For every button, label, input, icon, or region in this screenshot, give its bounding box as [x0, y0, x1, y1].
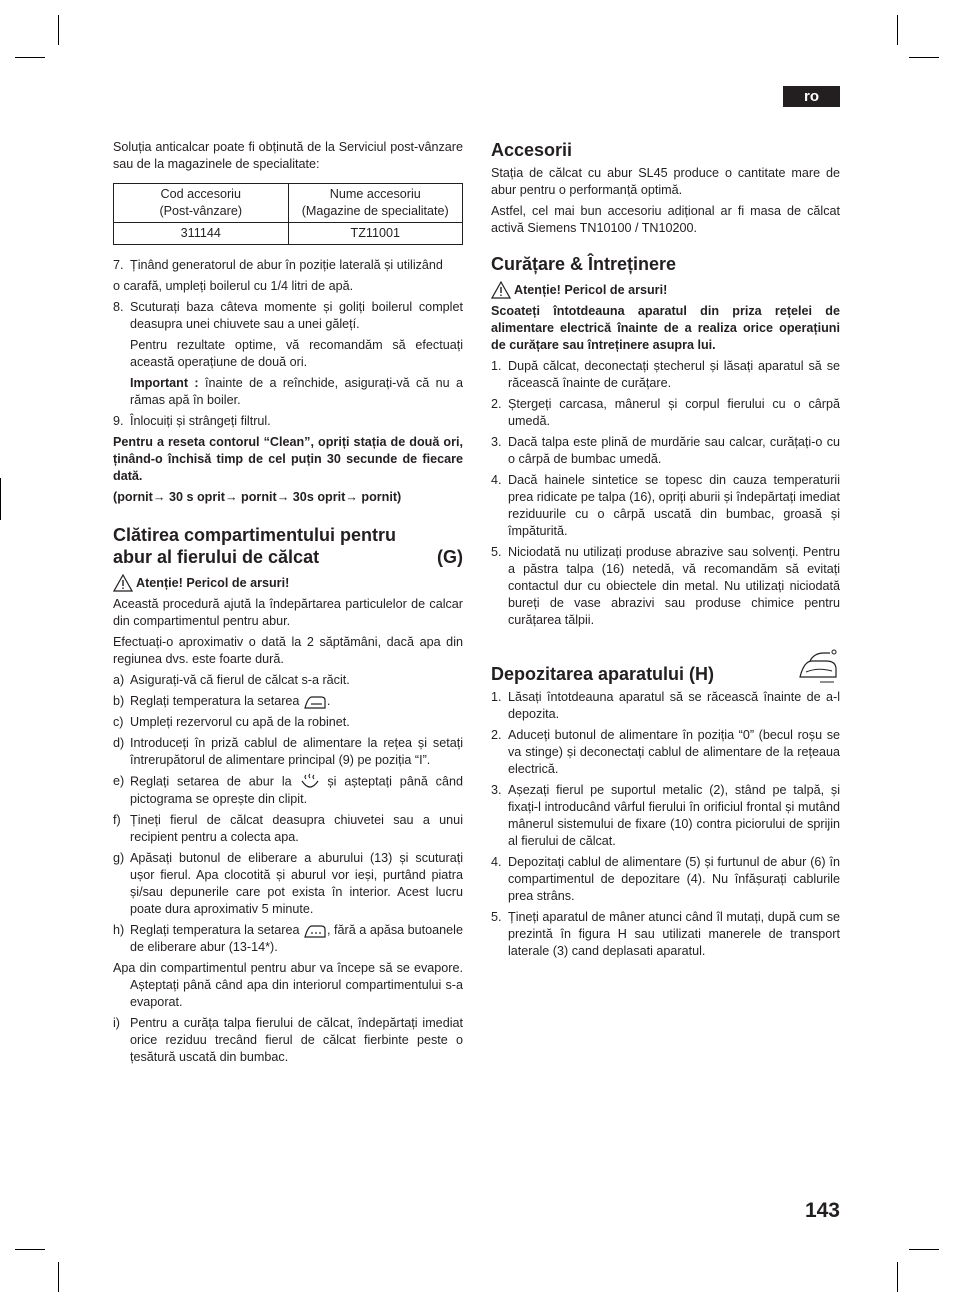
- list-item: 5. Țineți aparatul de mâner atunci când îl mutați, după cum se prezintă în figura H sau utilizati manerele de transport laterale (3) cand deplasati aparatul.: [491, 910, 840, 958]
- list-item: 1. Lăsați întotdeauna aparatul să se răcească înainte de a-l depozita.: [491, 690, 840, 721]
- list-item: 5. Niciodată nu utilizați produse abrazive sau solvenți. Pentru a păstra talpa (16) netedă, vă recomandăm să evitați contactul dur cu obiectele din metal. Nu utilizați niciodată bureți de vase abrazivi sau produse chimice pentru curățarea tălpii.: [491, 545, 840, 627]
- cleaning-burn-warning: Atenție! Pericol de arsuri!: [491, 281, 840, 299]
- rinsing-step-e: e) Reglați setarea de abur la și așteptați până când pictograma se oprește din clipit.: [113, 774, 463, 806]
- warning-triangle-icon: [113, 574, 133, 592]
- section-title-accessories: Accesorii: [491, 140, 573, 160]
- list-item: 3. Așezați fierul pe suportul metalic (2), stând pe talpă, și fixați-l introducând vârful fierului în orificiul frontal și mutând mânerul sistemului de fixare (10) contra piciorului de sprijin al fierului de călcat.: [491, 783, 840, 848]
- crop-mark: [58, 15, 59, 45]
- page-number: 143: [804, 1199, 840, 1222]
- accessory-table: [113, 183, 463, 245]
- language-badge: ro: [783, 86, 840, 107]
- rinsing-intro: Această procedură ajută la îndepărtarea particulelor de calcar din compartimentul pentru abur.: [113, 597, 463, 628]
- table-cell-name: TZ11001: [288, 223, 463, 245]
- step-8-important: Important : înainte de a reînchide, asigurați-vă că nu a rămas apă în boiler.: [130, 376, 463, 407]
- crop-mark: [897, 1262, 898, 1292]
- section-title-storage: Depozitarea aparatului (H): [491, 664, 715, 684]
- cleaning-list: [491, 358, 840, 629]
- crop-mark: [15, 1249, 45, 1250]
- rinsing-step-c: c) Umpleți rezervorul cu apă de la robinet.: [113, 715, 350, 729]
- crop-mark: [909, 1249, 939, 1250]
- list-item: 1. După călcat, deconectați ștecherul și lăsați aparatul să se răcească înainte de curățare.: [491, 359, 840, 390]
- crop-mark: [15, 57, 45, 58]
- rinsing-step-f: f) Țineți fierul de călcat deasupra chiuvetei sau a unui recipient pentru a colecta apa.: [113, 813, 463, 844]
- step-7-continued: o carafă, umpleți boilerul cu 1/4 litri de apă.: [113, 279, 354, 293]
- intro-text: Soluția anticalcar poate fi obținută de la Serviciul post-vânzare sau de la magazinele de specialitate:: [113, 140, 463, 171]
- list-item: 4. Depozitați cablul de alimentare (5) și furtunul de abur (6) în compartimentul de depozitare (4). Nu înfășurați cablurile prea strâns.: [491, 855, 840, 903]
- step-8-note: Pentru rezultate optime, vă recomandăm să efectuați această operațiune de două ori.: [130, 338, 463, 369]
- rinsing-step-d: d) Introduceți în priză cablul de alimentare la rețea și setați întrerupătorul de alimentare principal (9) pe poziția “I”.: [113, 736, 463, 767]
- rinsing-step-b: b) Reglați temperatura la setarea .: [113, 694, 331, 708]
- right-column: [491, 139, 840, 964]
- left-column: [113, 139, 463, 1070]
- registration-mark: [0, 478, 1, 520]
- storage-header: [491, 653, 840, 685]
- table-header-code: Cod accesoriu (Post-vânzare): [114, 184, 289, 223]
- rinsing-step-h: h) Reglați temperatura la setarea , fără a apăsa butoanele de eliberare abur (13-14*).: [113, 923, 463, 954]
- step-9: 9. Înlocuiți și strângeți filtrul.: [113, 414, 271, 428]
- iron-steam-max-icon: [303, 923, 327, 939]
- step-7: 7. Ținând generatorul de abur în poziție laterală și utilizând: [113, 258, 443, 272]
- warning-triangle-icon: [491, 281, 511, 299]
- iron-max-temperature-icon: [303, 694, 327, 710]
- section-title-cleaning: Curățare & Întreținere: [491, 254, 677, 274]
- crop-mark: [897, 15, 898, 45]
- table-cell-code: 311144: [114, 223, 289, 245]
- step-8: 8. Scuturați baza câteva momente și goliți boilerul complet deasupra unei chiuvete sau a unei gălețí.: [113, 300, 463, 331]
- rinsing-evaporation-note: Apa din compartimentul pentru abur va începe să se evapore. Așteptați până când apa din interiorul compartimentului s-a evaporat.: [113, 961, 463, 1009]
- list-item: 2. Aduceți butonul de alimentare în poziția “0” (becul roșu se va stinge) și deconectați cablul de alimentare de la rețeaua electrică.: [491, 728, 840, 776]
- crop-mark: [909, 57, 939, 58]
- table-header-name: Nume accesoriu (Magazine de specialitate): [288, 184, 463, 223]
- iron-storage-icon: [796, 647, 840, 687]
- cleaning-unplug-note: Scoateți întotdeauna aparatul din priza rețelei de alimentare electrică înainte de a realiza orice operațiuni de curățare sau întreținere asupra lui.: [491, 304, 840, 352]
- list-item: 4. Dacă hainele sintetice se topesc din cauza temperaturii prea ridicate pe talpa (16), opriți aburii și îndepărtați imediat reziduurile cu o cârpă uscată din bumbac, groasă și împăturită.: [491, 473, 840, 538]
- storage-list: [491, 689, 840, 960]
- rinsing-step-g: g) Apăsați butonul de eliberare a aburului (13) și scuturați ușor fierul. Apa clocotită și aburul vor ieși, purtând piatra și/sau depunerile care pot exista în interior. Acest lucru poate dura aproximativ 5 minute.: [113, 851, 463, 916]
- rinsing-frequency: Efectuați-o aproximativ o dată la 2 săptămâni, dacă apa din regiunea dvs. este foarte dură.: [113, 635, 463, 666]
- reset-sequence: (pornit→ 30 s oprit→ pornit→ 30s oprit→ pornit): [113, 490, 402, 504]
- steam-setting-icon: [300, 773, 320, 791]
- list-item: 2. Ștergeți carcasa, mânerul și corpul fierului cu o cârpă umedă.: [491, 397, 840, 428]
- list-item: 3. Dacă talpa este plină de murdărie sau calcar, curățați-o cu o cârpă de bumbac umedă.: [491, 435, 840, 466]
- accessories-text-1: Stația de călcat cu abur SL45 produce o cantitate mare de abur pentru o performanță optimă.: [491, 166, 840, 197]
- burn-warning: Atenție! Pericol de arsuri!: [113, 574, 463, 592]
- crop-mark: [58, 1262, 59, 1292]
- rinsing-step-i: i) Pentru a curăța talpa fierului de călcat, îndepărtați imediat orice reziduu trecând fierul de călcat fierbinte peste o țesătură uscată din bumbac.: [113, 1016, 463, 1064]
- rinsing-step-a: a) Asigurați-vă că fierul de călcat s-a răcit.: [113, 673, 350, 687]
- reset-instruction: Pentru a reseta contorul “Clean”, opriți stația de două ori, ținând-o închisă timp de cel puțin 30 secunde de fiecare dată.: [113, 435, 463, 483]
- section-title-rinsing: Clătirea compartimentului pentru abur al fierului de călcat (G): [113, 525, 463, 567]
- accessories-text-2: Astfel, cel mai bun accesoriu adițional ar fi masa de călcat activă Siemens TN10100 / TN10200.: [491, 204, 840, 235]
